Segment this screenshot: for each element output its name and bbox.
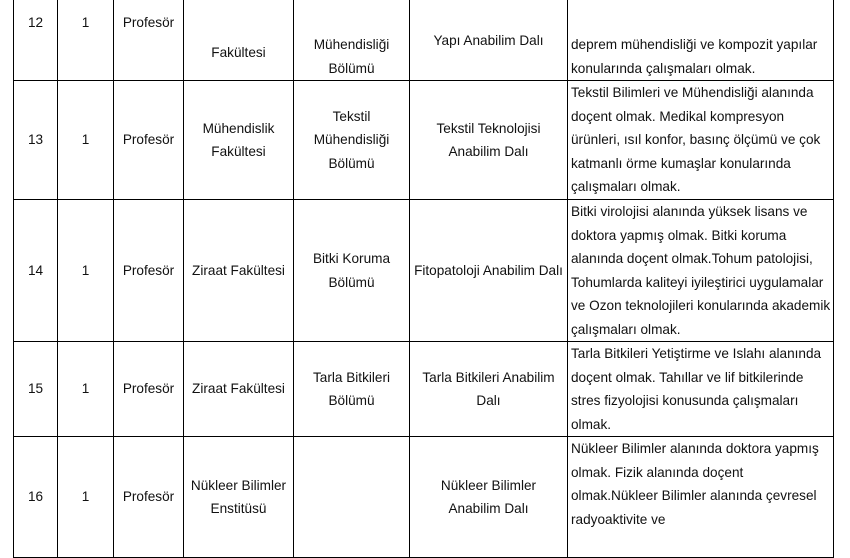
row-number: 16	[14, 437, 58, 558]
faculty-cell: Ziraat Fakültesi	[184, 200, 294, 342]
row-number: 15	[14, 342, 58, 437]
positions-table	[13, 0, 834, 558]
academic-title: Profesör	[114, 437, 184, 558]
requirement-cell: Tekstil Bilimleri ve Mühendisliği alanında doçent olmak. Medikal kompresyon ürünleri, ısıl konfor, basınç ölçümü ve çok katmanlı örme kumaşlar konularında çalışmaları olmak.	[568, 81, 834, 200]
row-number: 13	[14, 81, 58, 200]
faculty-cell: Ziraat Fakültesi	[184, 342, 294, 437]
table-row	[14, 200, 834, 342]
division-cell: Fitopatoloji Anabilim Dalı	[410, 200, 568, 342]
table-row	[14, 437, 834, 558]
division-cell: Nükleer Bilimler Anabilim Dalı	[410, 437, 568, 558]
table-row	[14, 342, 834, 437]
position-count: 1	[58, 437, 114, 558]
academic-title: Profesör	[114, 342, 184, 437]
division-cell: Tarla Bitkileri Anabilim Dalı	[410, 342, 568, 437]
faculty-cell: Nükleer Bilimler Enstitüsü	[184, 437, 294, 558]
table-row	[14, 81, 834, 200]
position-count: 1	[58, 342, 114, 437]
position-count: 1	[58, 200, 114, 342]
table-row	[14, 0, 834, 81]
faculty-cell: Mühendislik Fakültesi	[184, 81, 294, 200]
requirement-cell: Tarla Bitkileri Yetiştirme ve Islahı alanında doçent olmak. Tahıllar ve lif bitkilerinde stres fizyolojisi konusunda çalışmaları olmak.	[568, 342, 834, 437]
requirement-cell: deprem mühendisliği ve kompozit yapılar konularında çalışmaları olmak.	[568, 0, 834, 81]
division-cell: Tekstil Teknolojisi Anabilim Dalı	[410, 81, 568, 200]
academic-title: Profesör	[114, 0, 184, 81]
department-cell: Mühendisliği Bölümü	[294, 0, 410, 81]
department-cell	[294, 437, 410, 558]
academic-title: Profesör	[114, 200, 184, 342]
department-cell: Tekstil Mühendisliği Bölümü	[294, 81, 410, 200]
row-number: 14	[14, 200, 58, 342]
academic-title: Profesör	[114, 81, 184, 200]
row-number: 12	[14, 0, 58, 81]
position-count: 1	[58, 0, 114, 81]
position-count: 1	[58, 81, 114, 200]
division-cell: Yapı Anabilim Dalı	[410, 0, 568, 81]
requirement-cell: Bitki virolojisi alanında yüksek lisans ve doktora yapmış olmak. Bitki koruma alanında doçent olmak.Tohum patolojisi, Tohumlarda kaliteyi iyileştirici uygulamalar ve Ozon teknolojileri konularında akademik çalışmaları olmak.	[568, 200, 834, 342]
department-cell: Tarla Bitkileri Bölümü	[294, 342, 410, 437]
faculty-cell: Fakültesi	[184, 0, 294, 81]
department-cell: Bitki Koruma Bölümü	[294, 200, 410, 342]
requirement-cell: Nükleer Bilimler alanında doktora yapmış olmak. Fizik alanında doçent olmak.Nükleer Bilimler alanında çevresel radyoaktivite ve	[568, 437, 834, 558]
